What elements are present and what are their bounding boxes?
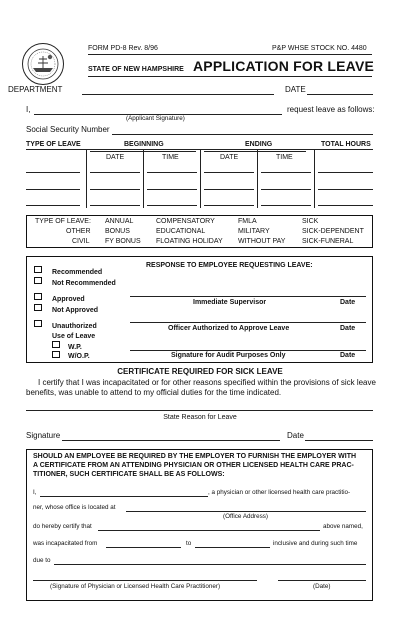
response-title: RESPONSE TO EMPLOYEE REQUESTING LEAVE: [146,262,313,269]
inclusive-suffix: inclusive and during such time [273,540,358,547]
beginning-header: BEGINNING [124,141,164,148]
total-header: TOTAL HOURS [321,141,371,148]
type-sick-dependent: SICK-DEPENDENT [302,228,364,235]
recommended-label: Recommended [52,269,103,276]
date-label: DATE [285,85,306,94]
due-to-label: due to [33,557,51,564]
named-suffix: above named, [323,523,363,530]
table-divider [200,150,201,208]
table-cell[interactable] [261,205,311,206]
officer-date-label: Date [340,325,356,332]
i-label: I, [26,105,31,114]
table-divider [314,150,315,208]
wop-label: W/O.P. [68,353,90,360]
table-cell[interactable] [318,189,373,190]
type-military: MILITARY [238,228,270,235]
table-cell[interactable] [26,205,80,206]
table-divider [143,150,144,208]
date-field[interactable] [307,94,373,95]
supervisor-label: Immediate Supervisor [193,299,267,306]
types-label: TYPE OF LEAVE: [35,218,91,225]
employee-name-field[interactable] [98,530,320,531]
certificate-text-2: benefits, was unable to attend to my official duties for the time indicated. [26,388,282,397]
physician-name-field[interactable] [40,496,208,497]
unauthorized-label: Unauthorized [52,323,97,330]
notice-line-2: A CERTIFICATE FROM AN ATTENDING PHYSICIAN OR OTHER LICENSED HEALTH CARE PRAC- [33,462,354,469]
types-row-other: OTHER [66,228,91,235]
officer-label: Officer Authorized to Approve Leave [168,325,290,332]
cert-date-label: Date [287,431,304,440]
table-cell[interactable] [204,189,254,190]
department-label: DEPARTMENT [8,85,63,94]
certificate-title: CERTIFICATE REQUIRED FOR SICK LEAVE [117,367,283,376]
physician-signature-caption: (Signature of Physician or Licensed Health Care Practitioner) [50,583,221,590]
table-cell[interactable] [90,189,140,190]
types-row-civil: CIVIL [72,238,90,245]
table-cell[interactable] [26,172,80,173]
request-text: request leave as follows: [287,105,375,114]
unauthorized-checkbox[interactable] [34,320,42,327]
certificate-text-1: I certify that I was incapacitated or for other reasons specified within the provisions of sick leave [38,378,376,387]
incap-from-field[interactable] [106,547,181,548]
physician-date-field[interactable] [278,580,366,581]
notice-line-1: SHOULD AN EMPLOYEE BE REQUIRED BY THE EMPLOYER TO FURNISH THE EMPLOYER WITH [33,453,357,460]
wop-checkbox[interactable] [52,351,60,358]
header-rule [88,54,372,55]
not-approved-label: Not Approved [52,307,99,314]
incap-prefix: was incapacitated from [33,540,98,547]
table-cell[interactable] [261,172,311,173]
cert-date-field[interactable] [305,440,373,441]
use-of-leave-label: Use of Leave [52,333,96,340]
ending-header: ENDING [245,141,273,148]
end-time-sub: TIME [276,154,293,161]
supervisor-date-label: Date [340,299,356,306]
ending-underline [204,151,306,152]
type-bonus: BONUS [105,228,130,235]
begin-time-sub: TIME [162,154,179,161]
recommended-checkbox[interactable] [34,266,42,273]
audit-label: Signature for Audit Purposes Only [171,352,286,359]
type-sick: SICK [302,218,319,225]
type-educational: EDUCATIONAL [156,228,206,235]
ssn-field[interactable] [112,134,373,135]
table-cell[interactable] [90,172,140,173]
approved-checkbox[interactable] [34,293,42,300]
wp-checkbox[interactable] [52,341,60,348]
type-sick-funeral: SICK-FUNERAL [302,238,354,245]
due-to-field[interactable] [54,564,366,565]
header-rule-2 [88,76,372,77]
type-fy-bonus: FY BONUS [105,238,141,245]
type-header: TYPE OF LEAVE [26,141,81,148]
stock-number: P&P WHSE STOCK NO. 4480 [272,45,367,52]
type-without-pay: WITHOUT PAY [238,238,286,245]
physician-text: , a physician or other licensed health care practitio- [208,489,351,496]
table-cell[interactable] [147,172,197,173]
supervisor-signature-field[interactable] [130,296,366,297]
phys-i-label: I, [33,489,37,496]
table-cell[interactable] [318,172,373,173]
ssn-label: Social Security Number [26,125,110,134]
table-divider [257,150,258,208]
table-divider [86,150,87,208]
table-cell[interactable] [147,189,197,190]
officer-signature-field[interactable] [130,322,366,323]
wp-label: W.P. [68,344,82,351]
approved-label: Approved [52,296,85,303]
certify-prefix: do hereby certify that [33,523,92,530]
end-date-sub: DATE [220,154,239,161]
table-cell[interactable] [204,205,254,206]
physician-date-caption: (Date) [313,583,331,590]
type-floating-holiday: FLOATING HOLIDAY [156,238,223,245]
table-cell[interactable] [26,189,80,190]
state-seal [22,43,64,85]
not-approved-checkbox[interactable] [34,304,42,311]
table-cell[interactable] [90,205,140,206]
type-annual: ANNUAL [105,218,134,225]
to-label: to [186,540,192,547]
office-address-field[interactable] [126,511,366,512]
type-fmla: FMLA [238,218,257,225]
not-recommended-checkbox[interactable] [34,277,42,284]
form-title: APPLICATION FOR LEAVE [193,58,375,74]
table-cell[interactable] [261,189,311,190]
type-compensatory: COMPENSATORY [156,218,215,225]
not-recommended-label: Not Recommended [52,280,116,287]
department-field[interactable] [82,94,274,95]
incap-to-field[interactable] [195,547,270,548]
table-cell[interactable] [318,205,373,206]
form-number: FORM PD-8 Rev. 8/96 [88,45,158,52]
audit-date-label: Date [340,352,356,359]
office-caption: (Office Address) [223,513,269,520]
cert-signature-field[interactable] [62,440,280,441]
begin-date-sub: DATE [106,154,125,161]
table-cell[interactable] [204,172,254,173]
physician-signature-field[interactable] [33,580,257,581]
office-prefix: ner, whose office is located at [33,504,116,511]
audit-signature-field[interactable] [130,350,366,351]
notice-line-3: TITIONER, SUCH CERTIFICATE SHALL BE AS FOLLOWS: [33,471,225,478]
table-cell[interactable] [147,205,197,206]
state-name: STATE OF NEW HAMPSHIRE [88,66,184,73]
reason-field[interactable] [26,410,373,411]
state-reason-caption: State Reason for Leave [163,414,237,421]
cert-signature-label: Signature [26,431,61,440]
applicant-signature-caption: (Applicant Signature) [126,115,185,122]
